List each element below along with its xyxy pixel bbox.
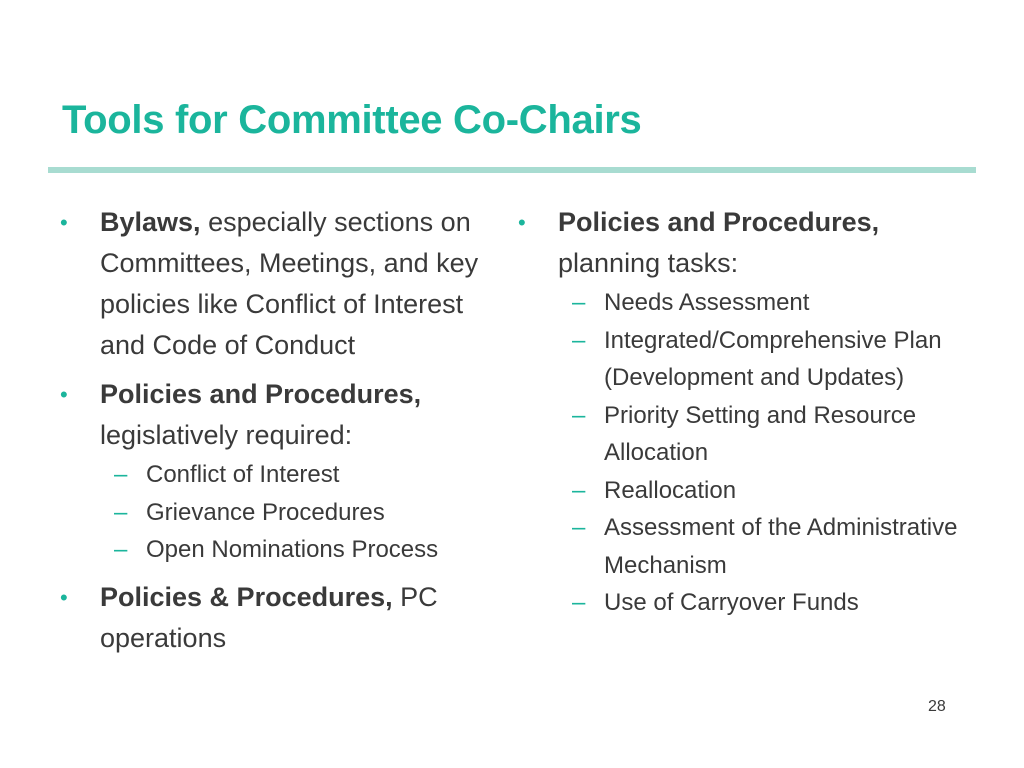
page-number: 28 bbox=[928, 698, 946, 715]
bullet-body: especially sections on Committees, Meetings, and key policies like Conflict of Interest and Code of Conduct bbox=[100, 207, 479, 360]
bullet-bold-label: Bylaws, bbox=[100, 207, 201, 237]
sub-item: – Reallocation bbox=[558, 472, 958, 510]
bullet-planning-tasks bbox=[518, 202, 958, 622]
right-column bbox=[518, 202, 958, 630]
sub-item: – Use of Carryover Funds bbox=[558, 584, 958, 622]
sub-item: – Grievance Procedures bbox=[100, 494, 500, 532]
sub-item: – Integrated/Comprehensive Plan (Development and Updates) bbox=[558, 322, 958, 397]
sub-item: – Priority Setting and Resource Allocation bbox=[558, 397, 958, 472]
dash-icon: – bbox=[114, 536, 128, 563]
dash-icon: – bbox=[572, 476, 586, 504]
sub-list bbox=[558, 284, 958, 622]
bullet-bold-label: Policies & Procedures, bbox=[100, 581, 393, 612]
dash-icon: – bbox=[572, 514, 586, 541]
bullet-bylaws bbox=[60, 202, 500, 366]
bullet-icon: • bbox=[60, 382, 68, 407]
bullet-body: planning tasks: bbox=[558, 248, 739, 278]
bullet-body: legislatively required: bbox=[100, 420, 353, 450]
dash-icon: – bbox=[114, 461, 128, 488]
sub-item: – Assessment of the Administrative Mechanism bbox=[558, 509, 958, 584]
sub-item: – Needs Assessment bbox=[558, 284, 958, 322]
dash-icon: – bbox=[114, 498, 128, 526]
bullet-icon: • bbox=[60, 584, 68, 610]
slide-title: Tools for Committee Co-Chairs bbox=[62, 98, 642, 142]
bullet-bold-label: Policies and Procedures, bbox=[100, 379, 422, 409]
bullet-icon: • bbox=[518, 210, 526, 235]
bullet-pc-operations bbox=[60, 577, 500, 659]
left-column bbox=[60, 202, 500, 667]
bullet-legislative-policies bbox=[60, 374, 500, 569]
dash-icon: – bbox=[572, 289, 586, 316]
sub-item: – Open Nominations Process bbox=[100, 531, 500, 569]
title-underline bbox=[48, 167, 976, 173]
bullet-bold-label: Policies and Procedures, bbox=[558, 207, 880, 237]
sub-list bbox=[100, 456, 500, 569]
sub-item: – Conflict of Interest bbox=[100, 456, 500, 494]
dash-icon: – bbox=[572, 589, 586, 616]
dash-icon: – bbox=[572, 326, 586, 354]
dash-icon: – bbox=[572, 401, 586, 429]
bullet-body: PC operations bbox=[100, 581, 438, 653]
bullet-icon: • bbox=[60, 210, 68, 235]
